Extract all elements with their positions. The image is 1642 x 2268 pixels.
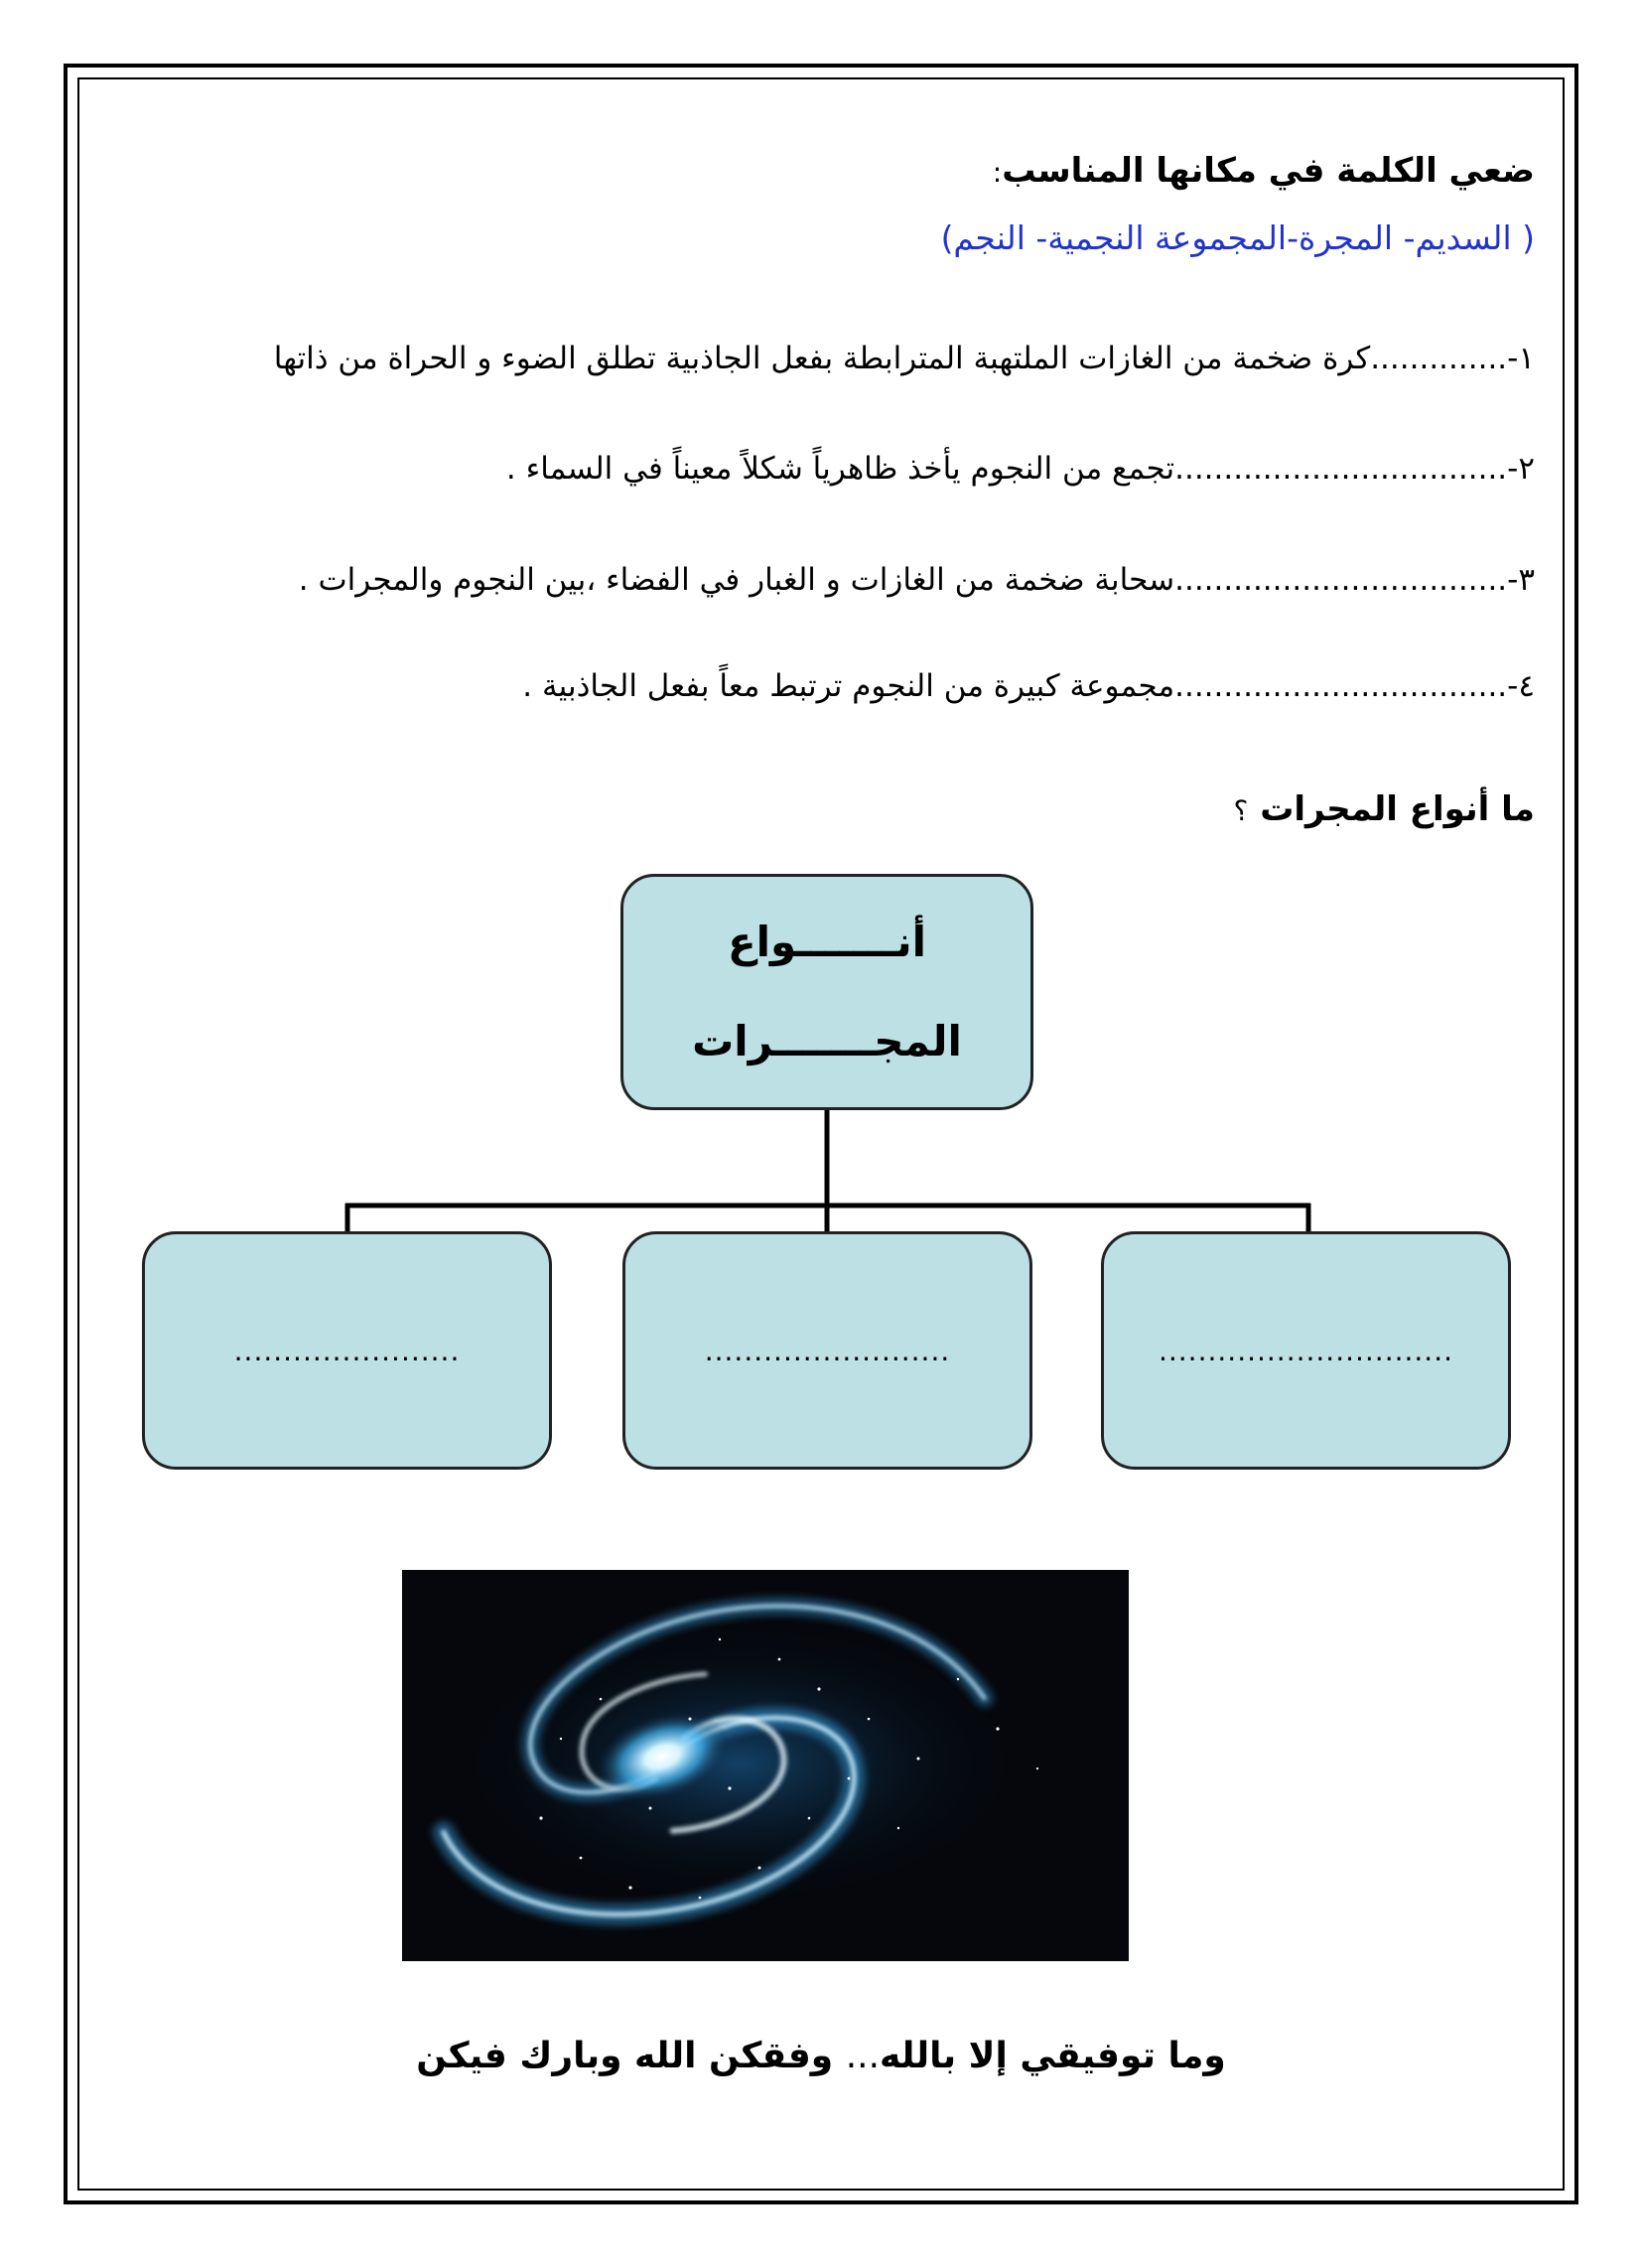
answer-box-right[interactable] (1101, 1231, 1511, 1470)
root-label-line1: أنـــــــواع (727, 918, 927, 966)
types-question-mark: ؟ (1233, 794, 1249, 827)
root-label-line2: المجـــــــرات (692, 1017, 962, 1065)
answer-box-middle[interactable] (622, 1231, 1032, 1470)
answer-blank-middle: ......................... (704, 1334, 951, 1367)
instruction-title: ضعي الكلمة في مكانها المناسب (1002, 151, 1535, 191)
instruction-colon: : (992, 156, 1003, 189)
answer-blank-right: .............................. (1158, 1334, 1453, 1367)
word-bank: ( السديم- المجرة-المجموعة النجمية- النجم) (940, 218, 1535, 257)
spiral-galaxy-image (402, 1570, 1129, 1961)
closing-ellipsis: ... (845, 2036, 881, 2076)
types-question-title: ما أنواع المجرات (1260, 789, 1535, 829)
answer-box-left[interactable] (142, 1231, 552, 1470)
question-3: ٣-..................................سحابة ضخمة من الغازات و الغبار في الفضاء ،بين النجوم والمجرات . (298, 562, 1535, 598)
galaxy-types-root-box (620, 874, 1033, 1110)
closing-message (0, 2036, 1642, 2076)
closing-part-2: وفقكن الله وبارك فيكن (416, 2036, 846, 2076)
closing-part-1: وما توفيقي إلا بالله (880, 2036, 1226, 2076)
answer-blank-left: ....................... (233, 1334, 461, 1367)
question-1: ١-..............كرة ضخمة من الغازات الملتهبة المترابطة بفعل الجاذبية تطلق الضوء و الحراة من ذاتها (273, 341, 1535, 376)
question-4: ٤-..................................مجموعة كبيرة من النجوم ترتبط معاً بفعل الجاذبية . (522, 668, 1535, 704)
question-2: ٢-..................................تجمع من النجوم يأخذ ظاهرياً شكلاً معيناً في السماء . (505, 451, 1535, 487)
